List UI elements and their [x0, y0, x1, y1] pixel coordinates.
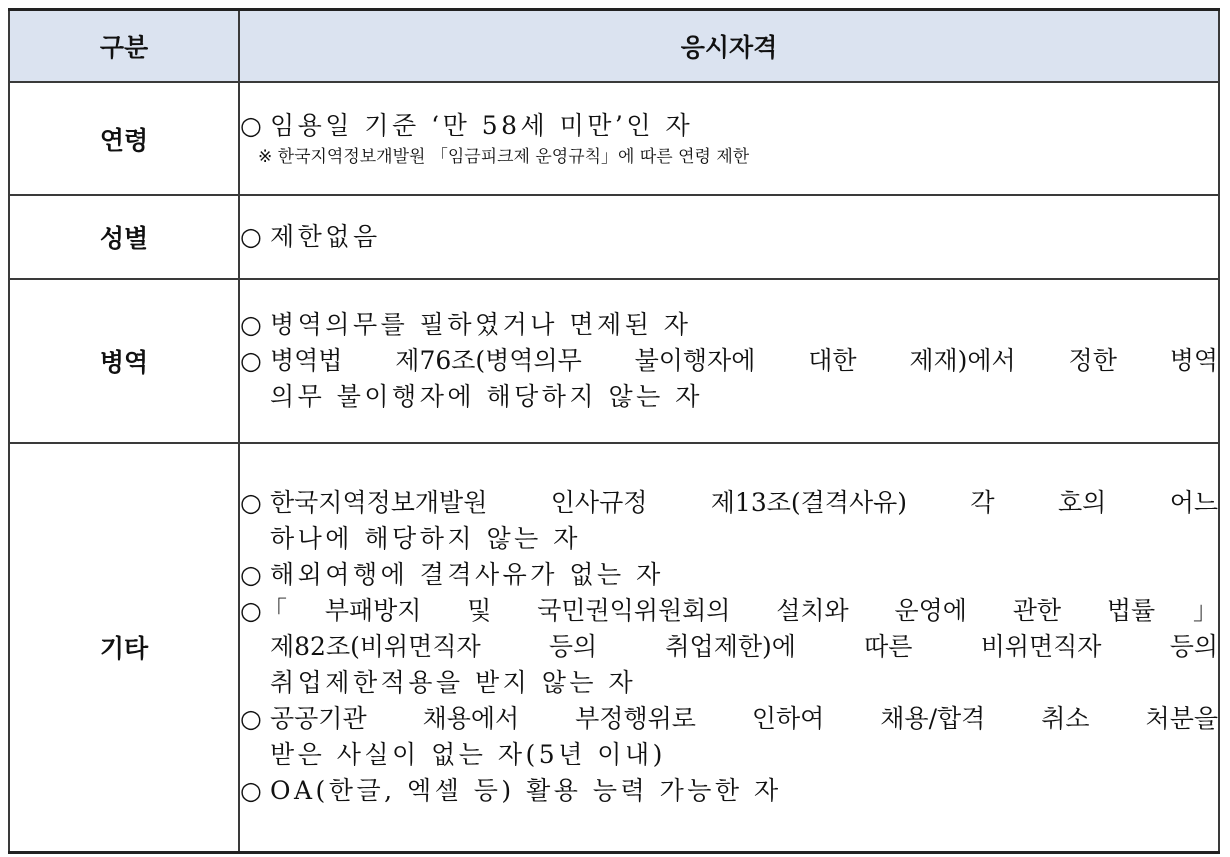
qualification-age — [239, 82, 1219, 195]
bullet-icon: ○ — [240, 560, 266, 590]
row-gender — [9, 195, 1219, 279]
category-other: 기타 — [9, 443, 239, 852]
list-item-continuation: 하나에 해당하지 않는 자 — [270, 524, 581, 554]
qualification-table — [8, 8, 1220, 854]
category-military: 병역 — [9, 279, 239, 443]
header-category: 구분 — [9, 10, 239, 83]
qualification-military — [239, 279, 1219, 443]
list-item-continuation: 취업제한적용을 받지 않는 자 — [270, 668, 637, 698]
bullet-icon: ○ — [240, 776, 266, 806]
category-age: 연령 — [9, 82, 239, 195]
list-item: ○ 병역법 제76조(병역의무 불이행자에 대한 제재)에서 정한 병역 — [240, 343, 1218, 379]
qualification-other — [239, 443, 1219, 852]
bullet-icon: ○ — [240, 704, 262, 734]
bullet-icon: ○ — [240, 222, 266, 251]
list-item-continuation: 제82조(비위면직자 등의 취업제한)에 따른 비위면직자 등의 — [270, 632, 1218, 662]
age-note: ※ 한국지역정보개발원 「임금피크제 운영규칙」에 따른 연령 제한 — [258, 146, 750, 167]
list-item: ○ 해외여행에 결격사유가 없는 자 — [240, 557, 1218, 593]
category-gender: 성별 — [9, 195, 239, 279]
bullet-icon: ○ — [240, 488, 262, 518]
header-row — [9, 10, 1219, 83]
row-military — [9, 279, 1219, 443]
qualification-gender — [239, 195, 1219, 279]
list-item-continuation: 받은 사실이 없는 자(5년 이내) — [270, 740, 666, 770]
list-item: ○ 한국지역정보개발원 인사규정 제13조(결격사유) 각 호의 어느 — [240, 485, 1218, 521]
bullet-icon: ○ — [240, 596, 262, 626]
list-item: ○ 병역의무를 필하였거나 면제된 자 — [240, 307, 1218, 343]
row-age — [9, 82, 1219, 195]
list-item: ○ 「부패방지 및 국민권익위원회의 설치와 운영에 관한 법률」 — [240, 593, 1218, 629]
list-item: ○ 제한없음 — [240, 219, 1218, 255]
list-item-continuation: 의무 불이행자에 해당하지 않는 자 — [270, 382, 703, 411]
bullet-icon: ○ — [240, 346, 262, 375]
bullet-icon: ○ — [240, 310, 266, 339]
list-item: ○ 공공기관 채용에서 부정행위로 인하여 채용/합격 취소 처분을 — [240, 701, 1218, 737]
list-item: ○ OA(한글, 엑셀 등) 활용 능력 가능한 자 — [240, 773, 1218, 809]
header-qualification: 응시자격 — [239, 10, 1219, 83]
list-item: ○ 임용일 기준 ‘만 58세 미만’인 자 — [240, 108, 1218, 144]
bullet-icon: ○ — [240, 110, 266, 140]
row-other — [9, 443, 1219, 852]
